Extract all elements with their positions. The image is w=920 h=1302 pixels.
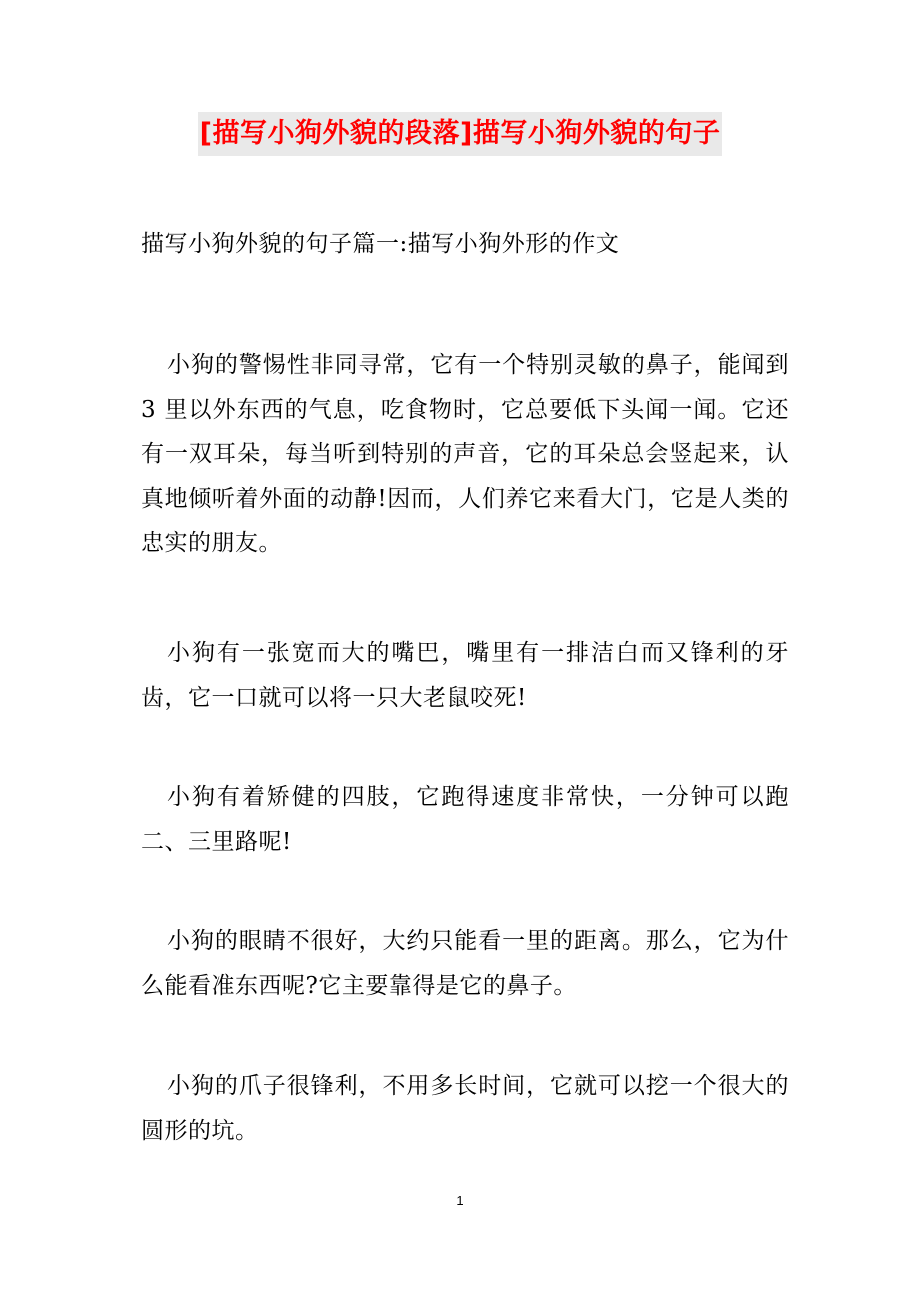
document-title: [描写小狗外貌的段落]描写小狗外貌的句子 — [198, 112, 723, 156]
title-container — [0, 112, 920, 156]
paragraph-legs: 小狗有着矫健的四肢，它跑得速度非常快，一分钟可以跑二、三里路呢! — [141, 784, 789, 855]
paragraph-mouth-teeth: 小狗有一张宽而大的嘴巴，嘴里有一排洁白而又锋利的牙齿，它一口就可以将一只大老鼠咬死! — [141, 640, 789, 711]
paragraph-nose-ears: 小狗的警惕性非同寻常，它有一个特别灵敏的鼻子，能闻到 3 里以外东西的气息，吃食物时，它总要低下头闻一闻。它还有一双耳朵，每当听到特别的声音，它的耳朵总会竖起来，认真地倾听着外面的动静!因而，人们养它来看大门，它是人类的忠实的朋友。 — [141, 352, 789, 556]
page-number: 1 — [456, 1193, 464, 1208]
section-heading: 描写小狗外貌的句子篇一:描写小狗外形的作文 — [141, 231, 620, 257]
paragraph-eyes: 小狗的眼睛不很好，大约只能看一里的距离。那么，它为什么能看准东西呢?它主要靠得是它的鼻子。 — [141, 928, 789, 999]
paragraph-claws: 小狗的爪子很锋利，不用多长时间，它就可以挖一个很大的圆形的坑。 — [141, 1073, 789, 1144]
